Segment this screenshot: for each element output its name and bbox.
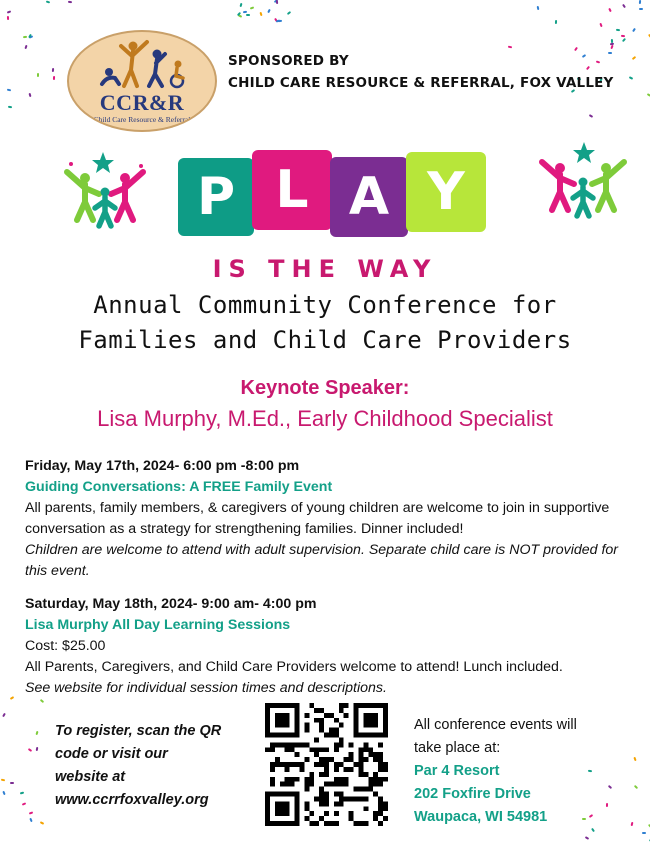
confetti-piece — [585, 837, 589, 841]
confetti-piece — [639, 0, 641, 4]
venue-info — [414, 714, 644, 829]
confetti-piece — [36, 730, 39, 734]
keynote-speaker-name: Lisa Murphy, M.Ed., Early Childhood Specialist — [0, 406, 650, 432]
register-line-3: website at — [55, 766, 255, 789]
confetti-piece — [1, 779, 5, 782]
confetti-piece — [7, 16, 9, 20]
confetti-piece — [616, 28, 620, 30]
event-name: Guiding Conversations: A FREE Family Event — [25, 477, 640, 498]
venue-name: Par 4 Resort — [414, 760, 644, 783]
confetti-piece — [68, 1, 72, 3]
confetti-piece — [10, 696, 14, 700]
event-description: All parents, family members, & caregivers of young children are welcome to join in supportive conversation as a strategy for strengthening families. Dinner included! — [25, 498, 640, 540]
confetti-piece — [7, 88, 11, 91]
event-cost: Cost: $25.00 — [25, 636, 640, 657]
confetti-piece — [8, 106, 12, 109]
confetti-piece — [278, 19, 282, 21]
ccrr-logo — [67, 30, 217, 132]
venue-street: 202 Foxfire Drive — [414, 783, 644, 806]
confetti-piece — [599, 23, 602, 27]
register-line-1: To register, scan the QR — [55, 720, 255, 743]
confetti-piece — [246, 14, 250, 16]
confetti-piece — [2, 713, 6, 717]
confetti-piece — [36, 747, 39, 751]
register-instructions — [55, 720, 255, 812]
venue-city: Waupaca, WI 54981 — [414, 806, 644, 829]
event-saturday — [25, 594, 640, 699]
confetti-piece — [24, 45, 27, 49]
event-date: Friday, May 17th, 2024- 6:00 pm -8:00 pm — [25, 456, 640, 477]
events-section — [25, 456, 640, 699]
register-line-2: code or visit our — [55, 743, 255, 766]
confetti-piece — [2, 791, 5, 795]
conference-title-line-1: Annual Community Conference for — [0, 288, 650, 323]
confetti-piece — [622, 4, 626, 8]
register-website-link[interactable]: www.ccrrfoxvalley.org — [55, 789, 255, 812]
confetti-piece — [536, 6, 539, 10]
confetti-piece — [7, 10, 11, 13]
sponsor-text — [228, 50, 614, 94]
confetti-piece — [629, 76, 633, 80]
confetti-piece — [40, 699, 44, 703]
confetti-piece — [632, 28, 636, 32]
confetti-piece — [608, 8, 612, 12]
confetti-piece — [621, 35, 625, 37]
conference-title-line-2: Families and Child Care Providers — [0, 323, 650, 358]
confetti-piece — [37, 73, 39, 77]
confetti-piece — [267, 9, 271, 13]
confetti-piece — [647, 93, 650, 97]
play-block-y: Y — [406, 152, 486, 232]
star-people-icon — [530, 140, 640, 220]
confetti-piece — [589, 114, 593, 118]
play-block-a: A — [330, 157, 408, 237]
confetti-piece — [610, 45, 613, 49]
confetti-piece — [642, 832, 646, 834]
confetti-piece — [287, 11, 291, 15]
confetti-piece — [52, 68, 54, 72]
venue-intro-line-1: All conference events will — [414, 714, 644, 737]
confetti-piece — [276, 0, 278, 4]
event-date: Saturday, May 18th, 2024- 9:00 am- 4:00 pm — [25, 594, 640, 615]
confetti-piece — [46, 1, 50, 4]
conference-title — [0, 288, 650, 358]
confetti-piece — [29, 811, 33, 814]
venue-intro-line-2: take place at: — [414, 737, 644, 760]
confetti-piece — [632, 56, 636, 60]
confetti-piece — [250, 7, 254, 10]
people-figures-logo-icon — [69, 32, 217, 92]
logo-text: CCR&R — [69, 90, 215, 116]
confetti-piece — [10, 782, 14, 784]
play-block-l: L — [252, 150, 332, 230]
event-note: Children are welcome to attend with adult supervision. Separate child care is NOT provided for this event. — [25, 540, 640, 582]
star-people-icon — [55, 150, 165, 230]
confetti-piece — [239, 2, 242, 6]
logo-subtitle: Child Care Resource & Referral — [69, 115, 215, 124]
confetti-piece — [30, 818, 33, 822]
play-block-p: P — [178, 158, 254, 236]
confetti-piece — [639, 8, 643, 10]
confetti-piece — [508, 45, 512, 48]
event-note: See website for individual session times and descriptions. — [25, 678, 640, 699]
play-subtitle: IS THE WAY — [0, 255, 650, 283]
event-friday — [25, 456, 640, 582]
confetti-piece — [28, 748, 32, 752]
sponsor-line-1: SPONSORED BY — [228, 50, 614, 72]
confetti-piece — [53, 76, 55, 80]
confetti-piece — [40, 821, 44, 825]
event-name: Lisa Murphy All Day Learning Sessions — [25, 615, 640, 636]
event-description: All Parents, Caregivers, and Child Care Providers welcome to attend! Lunch included. — [25, 657, 640, 678]
qr-code-icon[interactable] — [265, 703, 388, 826]
sponsor-line-2: CHILD CARE RESOURCE & REFERRAL, FOX VALLEY — [228, 72, 614, 94]
confetti-piece — [20, 791, 24, 794]
confetti-piece — [260, 12, 263, 16]
confetti-piece — [622, 38, 626, 42]
confetti-piece — [22, 803, 26, 806]
confetti-piece — [28, 93, 31, 97]
confetti-piece — [554, 20, 556, 24]
keynote-label: Keynote Speaker: — [0, 377, 650, 400]
confetti-piece — [23, 35, 27, 37]
